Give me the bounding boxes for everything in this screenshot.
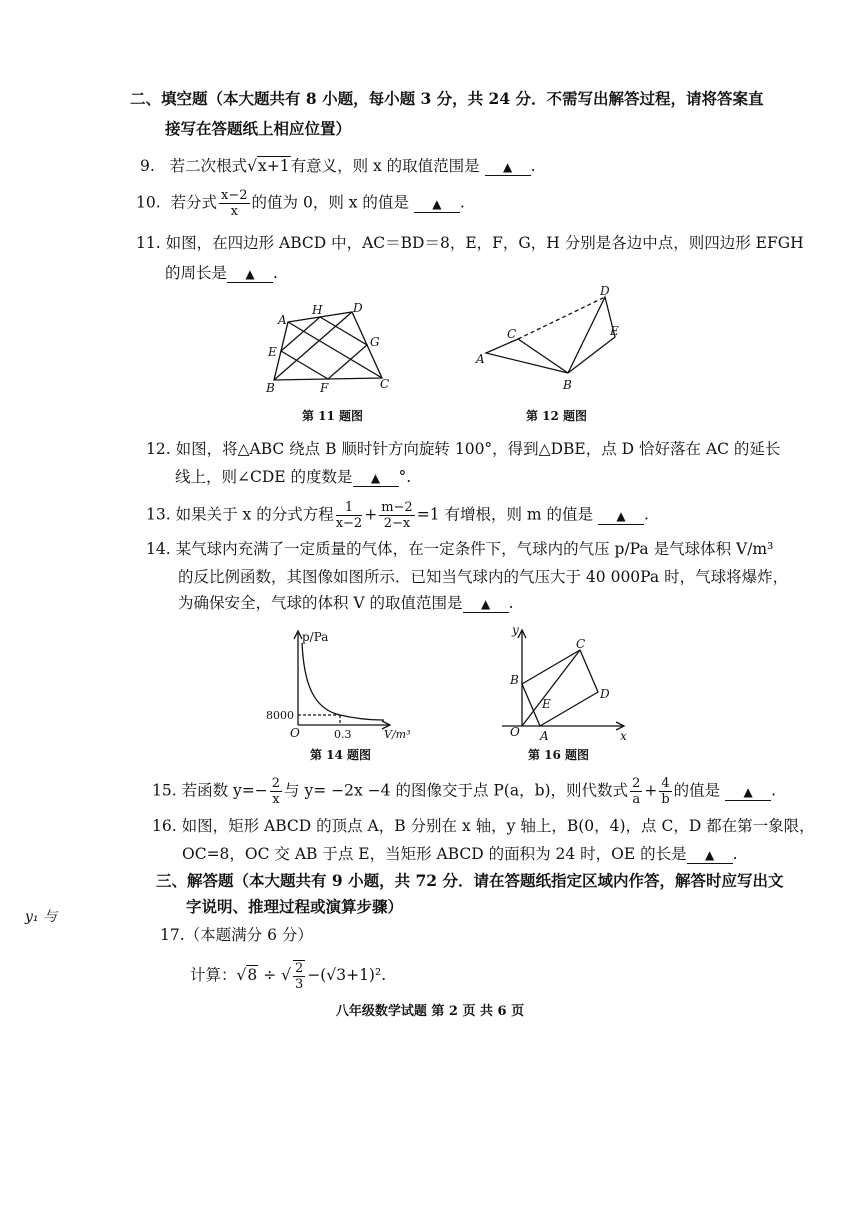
figure-16-caption: 第 16 题图 bbox=[528, 748, 590, 762]
label-f: F bbox=[320, 381, 329, 395]
origin-label: O bbox=[290, 726, 300, 740]
fraction: $\frac{1}{x-2}$ bbox=[335, 500, 363, 531]
question-11-cont: 的周长是 ▲ . bbox=[165, 264, 278, 282]
label-c: C bbox=[380, 377, 390, 391]
figure-11-diagram bbox=[260, 300, 400, 400]
dashed-cd bbox=[518, 297, 605, 339]
fraction: $\frac{2}{3}$ bbox=[295, 961, 304, 992]
label-x: x bbox=[620, 729, 627, 743]
label-y: y bbox=[512, 623, 519, 637]
section2-heading-cont: 接写在答题纸上相应位置） bbox=[165, 119, 352, 138]
question-14: 14. 某气球内充满了一定质量的气体，在一定条件下，气球内的气压 p/Pa 是气球体积 V/m³ bbox=[146, 540, 774, 558]
label-b: B bbox=[510, 673, 519, 687]
answer-blank: ▲ bbox=[227, 266, 273, 283]
label-d: D bbox=[600, 284, 610, 298]
fraction: $\frac{2}{x}$ bbox=[271, 776, 281, 807]
y-tick-label: 8000 bbox=[266, 709, 294, 722]
label-g: G bbox=[370, 335, 380, 349]
answer-blank: ▲ bbox=[414, 196, 460, 213]
label-c: C bbox=[576, 637, 586, 651]
question-16-cont: OC=8，OC 交 AB 于点 E，当矩形 ABCD 的面积为 24 时，OE 的长是 ▲ . bbox=[182, 845, 738, 863]
section3-heading-cont: 字说明、推理过程或演算步骤） bbox=[186, 897, 404, 916]
question-12-cont: 线上，则∠CDE 的度数是 ▲ °. bbox=[175, 468, 412, 486]
question-17-expression: 计算：√8 ÷ √ $\frac{2}{3}$ −(√3+1)². bbox=[190, 961, 387, 992]
question-10: 10. 若分式 $\frac{x-2}{x}$ 的值为 0，则 x 的值是 ▲ . bbox=[136, 188, 465, 219]
page-footer: 八年级数学试题 第 2 页 共 6 页 bbox=[335, 1004, 525, 1019]
label-a: A bbox=[540, 729, 549, 743]
question-15: 15. 若函数 y=− $\frac{2}{x}$ 与 y= −2x −4 的图像交于点 P(a，b)，则代数式 $\frac{2}{a}$ + $\frac{4}{b}$ 的值是 ▲ . bbox=[152, 776, 777, 807]
label-b: B bbox=[266, 381, 275, 395]
question-14-cont2: 为确保安全，气球的体积 V 的取值范围是 ▲ . bbox=[178, 594, 514, 612]
answer-blank: ▲ bbox=[353, 470, 399, 487]
figure-12-caption: 第 12 题图 bbox=[526, 409, 588, 423]
label-e: E bbox=[610, 324, 619, 338]
label-h: H bbox=[312, 303, 323, 317]
figure-11-caption: 第 11 题图 bbox=[302, 409, 364, 423]
question-12: 12. 如图，将△ABC 绕点 B 顺时针方向旋转 100°，得到△DBE，点 D 恰好落在 AC 的延长 bbox=[146, 440, 781, 458]
label-a: A bbox=[278, 313, 287, 327]
answer-blank: ▲ bbox=[725, 784, 771, 801]
fraction: $\frac{x-2}{x}$ bbox=[221, 188, 248, 219]
label-b: B bbox=[563, 378, 572, 392]
fraction: $\frac{4}{b}$ bbox=[661, 776, 670, 807]
section2-heading: 二、填空题（本大题共有 8 小题，每小题 3 分，共 24 分．不需写出解答过程，请将答案直 bbox=[130, 89, 764, 108]
question-14-cont1: 的反比例函数，其图像如图所示．已知当气球内的气压大于 40 000Pa 时，气球将爆炸， bbox=[178, 568, 789, 586]
answer-blank: ▲ bbox=[598, 508, 644, 525]
label-c: C bbox=[507, 327, 517, 341]
label-d: D bbox=[600, 687, 610, 701]
question-17-title: 17.（本题满分 6 分） bbox=[160, 926, 313, 944]
hyperbola-curve bbox=[302, 643, 384, 720]
diagonal-ac bbox=[288, 322, 382, 378]
label-o: O bbox=[510, 725, 520, 739]
fraction: $\frac{2}{a}$ bbox=[632, 776, 641, 807]
question-11: 11. 如图，在四边形 ABCD 中，AC＝BD＝8，E，F，G，H 分别是各边中点，则四边形 EFGH bbox=[136, 234, 804, 252]
y-axis-label: p/Pa bbox=[302, 630, 329, 644]
triangle-abc bbox=[486, 339, 568, 373]
margin-handwritten-note: y₁ 与 bbox=[25, 909, 57, 925]
triangle-dbe bbox=[568, 297, 615, 373]
label-e: E bbox=[268, 345, 277, 359]
x-tick-label: 0.3 bbox=[334, 728, 352, 741]
label-e: E bbox=[542, 697, 551, 711]
answer-blank: ▲ bbox=[485, 159, 531, 176]
quadrilateral-efgh bbox=[281, 317, 367, 379]
figure-12-diagram bbox=[470, 285, 630, 400]
label-a: A bbox=[476, 352, 485, 366]
segment-oc bbox=[522, 650, 580, 726]
rectangle-abcd bbox=[522, 650, 598, 726]
x-axis-label: V/m³ bbox=[384, 728, 411, 741]
fraction: $\frac{m-2}{2-x}$ bbox=[381, 500, 413, 531]
label-d: D bbox=[353, 301, 363, 315]
question-16: 16. 如图，矩形 ABCD 的顶点 A，B 分别在 x 轴，y 轴上，B(0，4)，点 C，D 都在第一象限， bbox=[152, 817, 815, 835]
section3-heading: 三、解答题（本大题共有 9 小题，共 72 分．请在答题纸指定区域内作答，解答时应写出文 bbox=[156, 871, 784, 890]
answer-blank: ▲ bbox=[687, 847, 733, 864]
figure-16-diagram bbox=[490, 622, 640, 742]
answer-blank: ▲ bbox=[463, 596, 509, 613]
question-13: 13. 如果关于 x 的分式方程 $\frac{1}{x-2}$ + $\frac{m-2}{2-x}$ =1 有增根，则 m 的值是 ▲ . bbox=[146, 500, 649, 531]
figure-14-graph bbox=[262, 625, 422, 740]
figure-14-caption: 第 14 题图 bbox=[310, 748, 372, 762]
question-9: 9. 若二次根式√x+1有意义，则 x 的取值范围是 ▲ . bbox=[140, 157, 536, 175]
